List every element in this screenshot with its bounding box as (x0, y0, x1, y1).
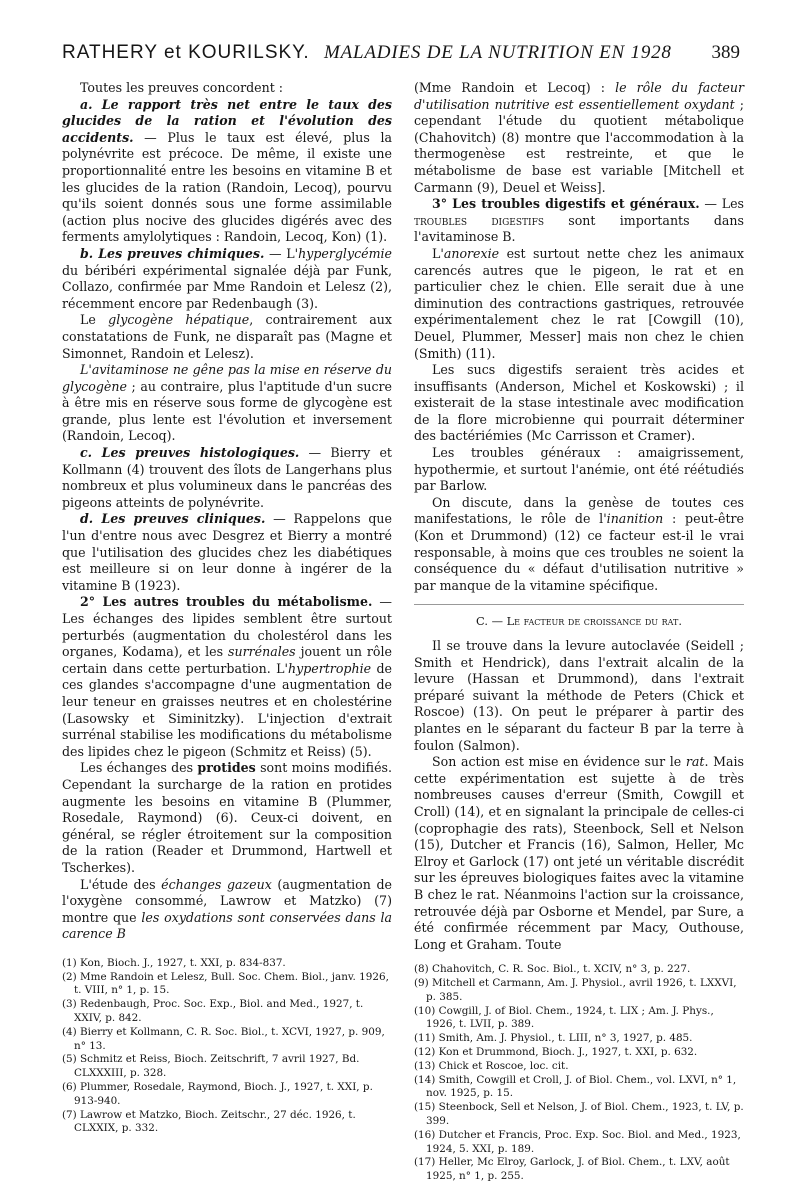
footnote: (2) Mme Randoin et Lelesz, Bull. Soc. Chem. Biol., janv. 1926, t. VIII, n° 1, p. 15. (62, 970, 389, 997)
paragraph-growth-factor: Il se trouve dans la levure autoclavée (Seidell ; Smith et Hendrick), dans l'extrait alcalin de la levure (Hassan et Drummond), dans l'extrait préparé suivant la méthode de Peters (Chick et Roscoe) (13). On peut le préparer à partir des plantes en le séparant du facteur B par la terre à foulon (Salmon). (414, 638, 744, 753)
section-divider (414, 604, 744, 605)
heading-a: a. Le rapport très net entre le taux des glucides de la ration et l'évolution des accidents. (62, 96, 392, 145)
paragraph-gas-exchange: L'étude des échanges gazeux (augmentation de l'oxygène consommé, Lawrow et Matzko) (7) montre que les oxydations sont conservées dans la carence B (62, 876, 392, 942)
section-2-paragraph: 2° Les autres troubles du métabolisme. — Les échanges des lipides semblent être surtout perturbés (augmentation du cholestérol dans les organes, Kodama), et les surrénales jouent un rôle certain dans cette perturbation. L'hypertrophie de ces glandes s'accompagne d'une augmentation de leur teneur en graisses neutres et en cholestérine (Lasowsky et Siminitzky). L'injection d'extrait surrénal stabilise les modifications du métabolisme des lipides chez le pigeon (Schmitz et Reiss) (5). (62, 594, 392, 759)
header-authors: RATHERY et KOURILSKY. (62, 42, 310, 63)
running-header (62, 40, 742, 72)
heading-d: d. Les preuves cliniques. (80, 511, 266, 527)
footnote: (6) Plummer, Rosedale, Raymond, Bioch. J., 1927, t. XXI, p. 913-940. (62, 1081, 373, 1107)
paragraph-c: c. Les preuves histologiques. — Bierry et Kollmann (4) trouvent des îlots de Langerhans plus nombreux et plus volumineux dans le pancréas des pigeons atteints de polynévrite. (62, 445, 392, 510)
footnote: (7) Lawrow et Matzko, Bioch. Zeitschr., 27 déc. 1926, t. CLXXIX, p. 332. (62, 1108, 356, 1135)
paragraph-general-troubles: Les troubles généraux : amaigrissement, hypothermie, et surtout l'anémie, ont été réétudiés par Barlow. (414, 445, 744, 494)
footnote: (11) Smith, Am. J. Physiol., t. LIII, n° 3, 1927, p. 485. (414, 1032, 693, 1045)
left-column (62, 80, 392, 1136)
paragraph-a: a. Le rapport très net entre le taux des glucides de la ration et l'évolution des accidents. — Plus le taux est élevé, plus la polynévrite est précoce. De même, il existe une proportionnalité entre les besoins en vitamine B et les glucides de la ration (Randoin, Lecoq), pourvu qu'ils soient donnés sous une forme assimilable (action plus nocive des glucides digérés avec des ferments amylolytiques : Randoin, Lecoq, Kon) (1). (62, 96, 392, 245)
section-3-heading: 3° Les troubles digestifs et généraux. (432, 196, 700, 212)
footnote: (16) Dutcher et Francis, Proc. Exp. Soc. Biol. and Med., 1923, 1924, 5. XXI, p. 189. (414, 1128, 741, 1155)
heading-b: b. Les preuves chimiques. (80, 245, 265, 261)
paragraph-avitaminose: L'avitaminose ne gêne pas la mise en réserve du glycogène ; au contraire, plus l'aptitude d'un sucre à être mis en réserve sous forme de glycogène est grande, plus lente est l'évolution et inversement (Randoin, Lecoq). (62, 362, 392, 444)
paragraph-continuation: (Mme Randoin et Lecoq) : le rôle du facteur d'utilisation nutritive est essentiellement oxydant ; cependant l'étude du quotient métabolique (Chahovitch) (8) montre que l'accommodation à la thermogenèse est restreinte, et que le métabolisme de base est variable [Mitchell et Carmann (9), Deuel et Weiss]. (414, 80, 745, 195)
footnote: (10) Cowgill, J. of Biol. Chem., 1924, t. LIX ; Am. J. Phys., 1926, t. LVII, p. 389. (414, 1004, 714, 1031)
paragraph-action: Son action est mise en évidence sur le rat. Mais cette expérimentation est sujette à de très nombreuses causes d'erreur (Smith, Cowgill et Croll) (14), et en signalant la principale de celles-ci (coprophagie des rats), Steenbock, Sell et Nelson (15), Dutcher et Francis (16), Salmon, Heller, Mc Elroy et Garlock (17) ont jeté un véritable discrédit sur les épreuves biologiques faites avec la vitamine B chez le rat. Néanmoins l'action sur la croissance, retrouvée déjà par Osborne et Mendel, par Sure, a été confirmée récemment par Macy, Outhouse, Long et Graham. Toute (414, 754, 745, 952)
footnote: (9) Mitchell et Carmann, Am. J. Physiol., avril 1926, t. LXXVI, p. 385. (414, 977, 737, 1003)
header-title: MALADIES DE LA NUTRITION EN 1928 (324, 42, 672, 63)
section-3-paragraph: 3° Les troubles digestifs et généraux. — Les troubles digestifs sont importants dans l'avitaminose B. (414, 196, 744, 245)
footnote: (14) Smith, Cowgill et Croll, J. of Biol. Chem., vol. LXVI, n° 1, nov. 1925, p. 15. (414, 1073, 737, 1100)
section-c-heading: C. — Le facteur de croissance du rat. (476, 614, 682, 629)
footnote: (3) Redenbaugh, Proc. Soc. Exp., Biol. and Med., 1927, t. XXIV, p. 842. (62, 998, 364, 1025)
footnote: (13) Chick et Roscoe, loc. cit. (414, 1059, 569, 1072)
footnote: (15) Steenbock, Sell et Nelson, J. of Biol. Chem., 1923, t. LV, p. 399. (414, 1101, 744, 1128)
footnote: (5) Schmitz et Reiss, Bioch. Zeitschrift, 7 avril 1927, Bd. CLXXXIII, p. 328. (62, 1053, 360, 1080)
footnotes-right (414, 963, 744, 1184)
paragraph-discussion: On discute, dans la genèse de toutes ces manifestations, le rôle de l'inanition : peut-être (Kon et Drummond) (12) ce facteur est-il le vrai responsable, à moins que ces troubles ne soient la conséquence du « défaut d'utilisation nutritive » par manque de la vitamine spécifique. (414, 494, 744, 593)
footnotes-left (62, 957, 392, 1136)
paragraph-glycogen: Le glycogène hépatique, contrairement aux constatations de Funk, ne disparaît pas (Magne et Simonnet, Randoin et Lelesz). (62, 312, 392, 361)
section-2-heading: 2° Les autres troubles du métabolisme. (80, 594, 373, 610)
footnote: (12) Kon et Drummond, Bioch. J., 1927, t. XXI, p. 632. (414, 1046, 698, 1059)
right-column (414, 80, 744, 1184)
paragraph-anorexia: L'anorexie est surtout nette chez les animaux carencés autres que le pigeon, le rat et en particulier chez le chien. Elle serait due à une diminution des contractions gastriques, retrouvée expérimentalement chez le rat [Cowgill (10), Deuel, Plummer, Messer] mais non chez le chien (Smith) (11). (414, 245, 744, 361)
footnote: (1) Kon, Bioch. J., 1927, t. XXI, p. 834-837. (62, 956, 286, 969)
intro-paragraph: Toutes les preuves concordent : (80, 80, 284, 95)
footnote: (8) Chahovitch, C. R. Soc. Biol., t. XCIV, n° 3, p. 227. (414, 963, 691, 976)
paragraph-digestive-juices: Les sucs digestifs seraient très acides et insuffisants (Anderson, Michel et Koskowski) ; il existerait de la stase intestinale avec modification de la flore microbienne qui pourrait déterminer des bactériémies (Mc Carrisson et Cramer). (414, 362, 744, 444)
footnote: (17) Heller, Mc Elroy, Garlock, J. of Biol. Chem., t. LXV, août 1925, n° 1, p. 255. (414, 1156, 730, 1183)
paragraph-d: d. Les preuves cliniques. — Rappelons que l'un d'entre nous avec Desgrez et Bierry a montré que l'utilisation des glucides chez les diabétiques est meilleure si on leur donne à ingérer de la vitamine B (1923). (62, 511, 392, 593)
heading-c: c. Les preuves histologiques. (80, 445, 300, 461)
paragraph-protides: Les échanges des protides sont moins modifiés. Cependant la surcharge de la ration en protides augmente les besoins en vitamine B (Plummer, Rosedale, Raymond) (6). Ceux-ci doivent, en général, se régler étroitement sur la composition de la ration (Reader et Drummond, Hartwell et Tscherkes). (62, 760, 392, 875)
paragraph-b: b. Les preuves chimiques. — L'hyperglycémie du béribéri expérimental signalée déjà par Funk, Collazo, confirmée par Mme Randoin et Lelesz (2), récemment encore par Redenbaugh (3). (62, 245, 393, 311)
footnote: (4) Bierry et Kollmann, C. R. Soc. Biol., t. XCVI, 1927, p. 909, n° 13. (62, 1025, 385, 1052)
page-number: 389 (711, 42, 740, 63)
